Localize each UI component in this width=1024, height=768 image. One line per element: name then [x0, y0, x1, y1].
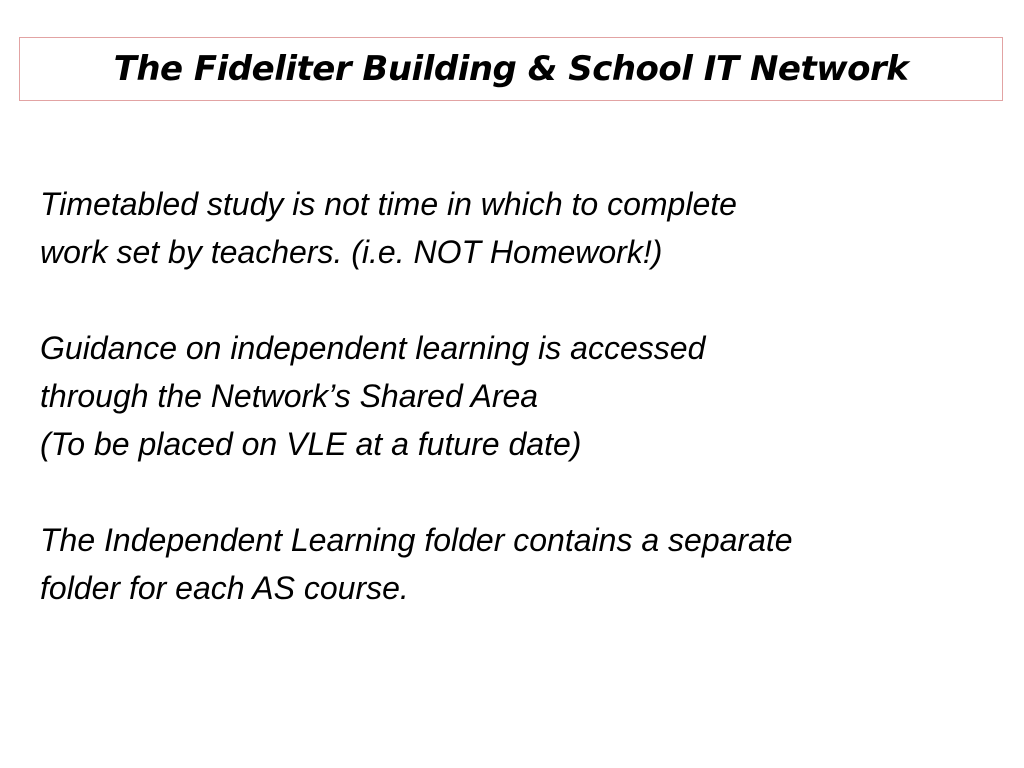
body-line: (To be placed on VLE at a future date): [40, 426, 582, 462]
slide-title: The Fideliter Building & School IT Network: [113, 49, 909, 89]
body-line: folder for each AS course.: [40, 570, 409, 606]
body-line: The Independent Learning folder contains a separate: [40, 522, 793, 558]
slide-body: [40, 180, 1010, 660]
body-line: Guidance on independent learning is accessed: [40, 330, 706, 366]
paragraph-guidance: [40, 324, 1010, 468]
paragraph-independent-learning-folder: [40, 516, 1010, 612]
body-line: through the Network’s Shared Area: [40, 378, 539, 414]
body-line: work set by teachers. (i.e. NOT Homework!): [40, 234, 663, 270]
title-box: [19, 37, 1003, 101]
paragraph-timetabled-study: [40, 180, 1010, 276]
body-line: Timetabled study is not time in which to complete: [40, 186, 737, 222]
